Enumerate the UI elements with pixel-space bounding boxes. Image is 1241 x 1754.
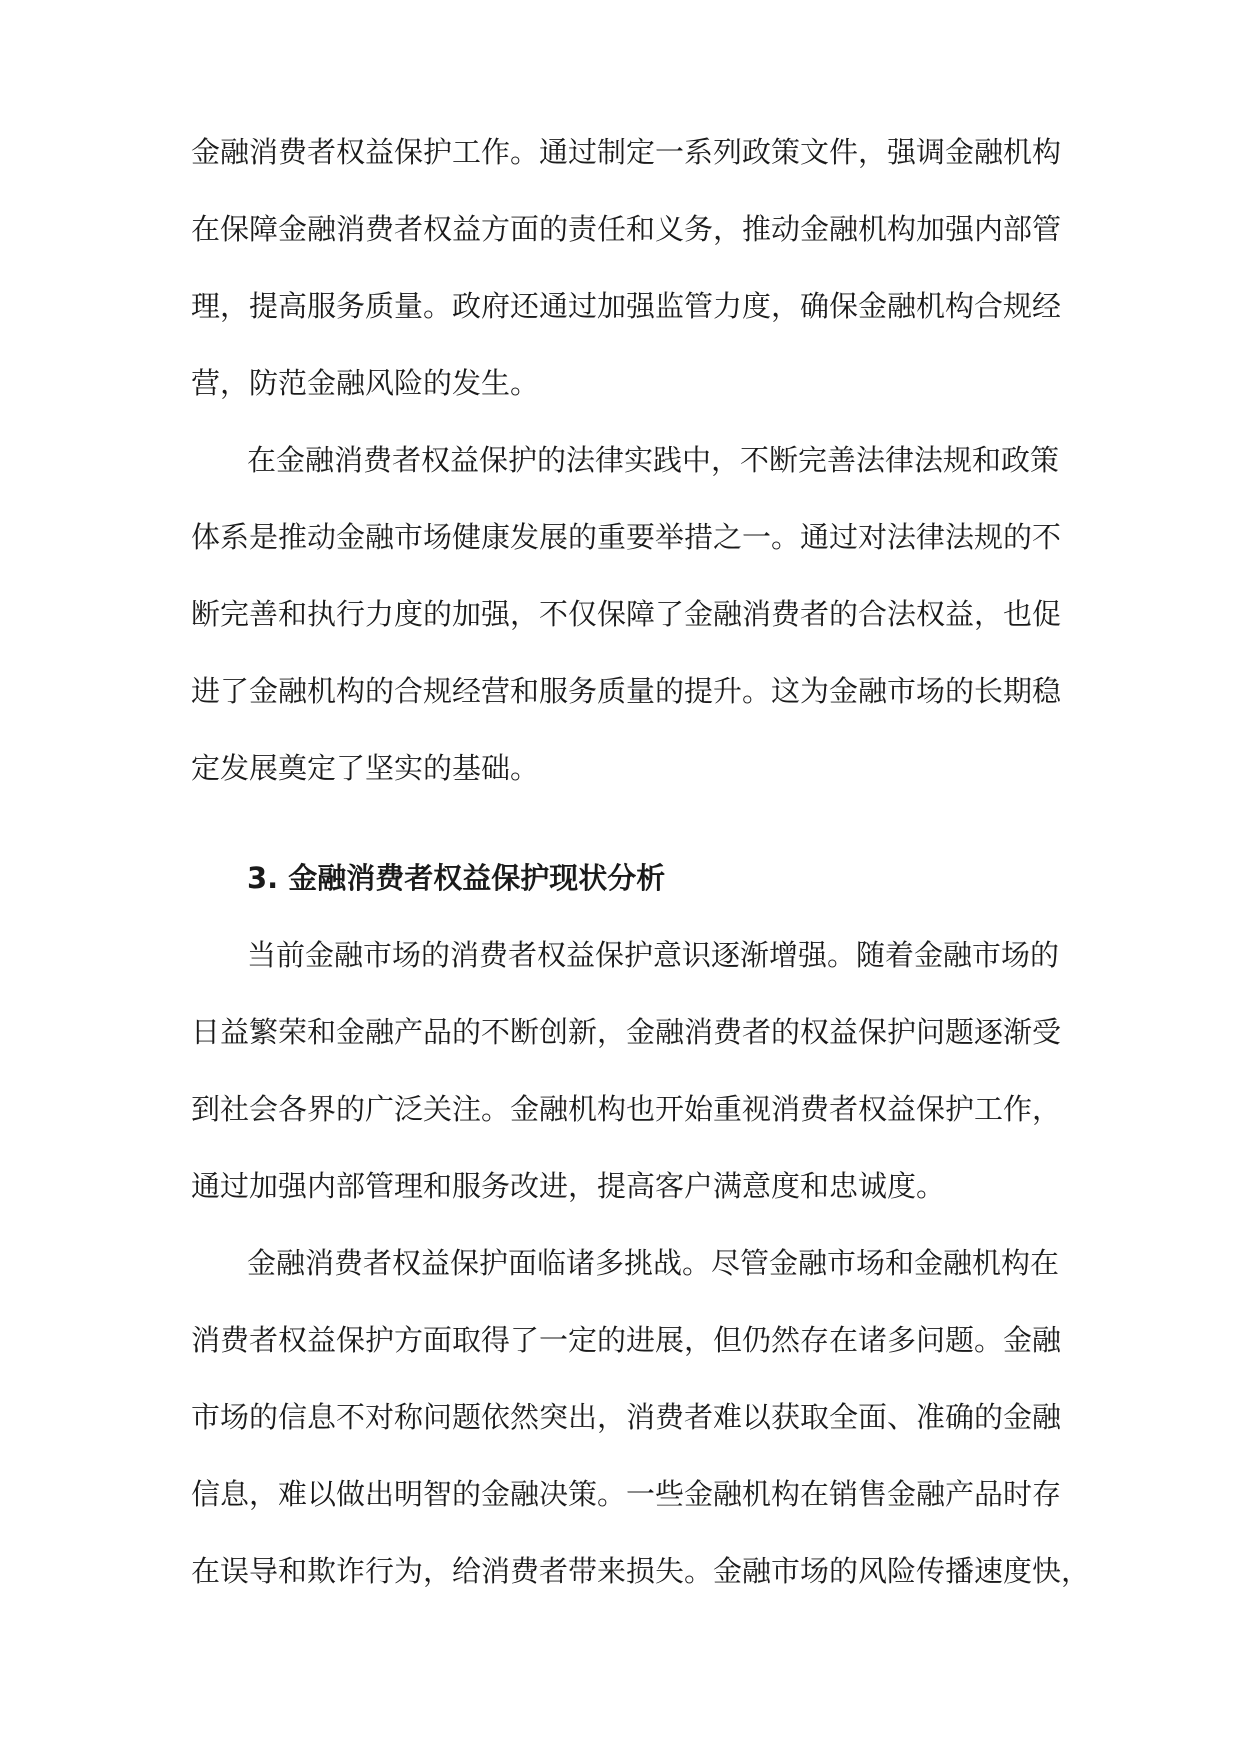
paragraph-4-line-1: 金融消费者权益保护面临诸多挑战。尽管金融市场和金融机构在	[247, 1246, 1060, 1280]
paragraph-2-line-1: 在金融消费者权益保护的法律实践中，不断完善法律法规和政策	[247, 443, 1060, 477]
paragraph-3-line-1: 当前金融市场的消费者权益保护意识逐渐增强。随着金融市场的	[247, 938, 1060, 972]
paragraph-2-line-2: 体系是推动金融市场健康发展的重要举措之一。通过对法律法规的不	[191, 520, 1062, 554]
paragraph-1-line-2: 在保障金融消费者权益方面的责任和义务，推动金融机构加强内部管	[191, 212, 1062, 246]
paragraph-3-line-3: 到社会各界的广泛关注。金融机构也开始重视消费者权益保护工作，	[191, 1092, 1062, 1126]
paragraph-4-line-5: 在误导和欺诈行为，给消费者带来损失。金融市场的风险传播速度快，	[191, 1554, 1091, 1588]
paragraph-1-line-1: 金融消费者权益保护工作。通过制定一系列政策文件，强调金融机构	[191, 135, 1062, 169]
paragraph-2-line-5: 定发展奠定了坚实的基础。	[191, 751, 540, 785]
paragraph-1-line-4: 营，防范金融风险的发生。	[191, 366, 540, 400]
paragraph-2-line-3: 断完善和执行力度的加强，不仅保障了金融消费者的合法权益，也促	[191, 597, 1062, 631]
paragraph-4-line-2: 消费者权益保护方面取得了一定的进展，但仍然存在诸多问题。金融	[191, 1323, 1062, 1357]
paragraph-1-line-3: 理，提高服务质量。政府还通过加强监管力度，确保金融机构合规经	[191, 289, 1062, 323]
paragraph-2-line-4: 进了金融机构的合规经营和服务质量的提升。这为金融市场的长期稳	[191, 674, 1062, 708]
section-heading: 3. 金融消费者权益保护现状分析	[247, 861, 666, 895]
paragraph-3-line-4: 通过加强内部管理和服务改进，提高客户满意度和忠诚度。	[191, 1169, 946, 1203]
paragraph-3-line-2: 日益繁荣和金融产品的不断创新，金融消费者的权益保护问题逐渐受	[191, 1015, 1062, 1049]
paragraph-4-line-4: 信息，难以做出明智的金融决策。一些金融机构在销售金融产品时存	[191, 1477, 1062, 1511]
paragraph-4-line-3: 市场的信息不对称问题依然突出，消费者难以获取全面、准确的金融	[191, 1400, 1062, 1434]
